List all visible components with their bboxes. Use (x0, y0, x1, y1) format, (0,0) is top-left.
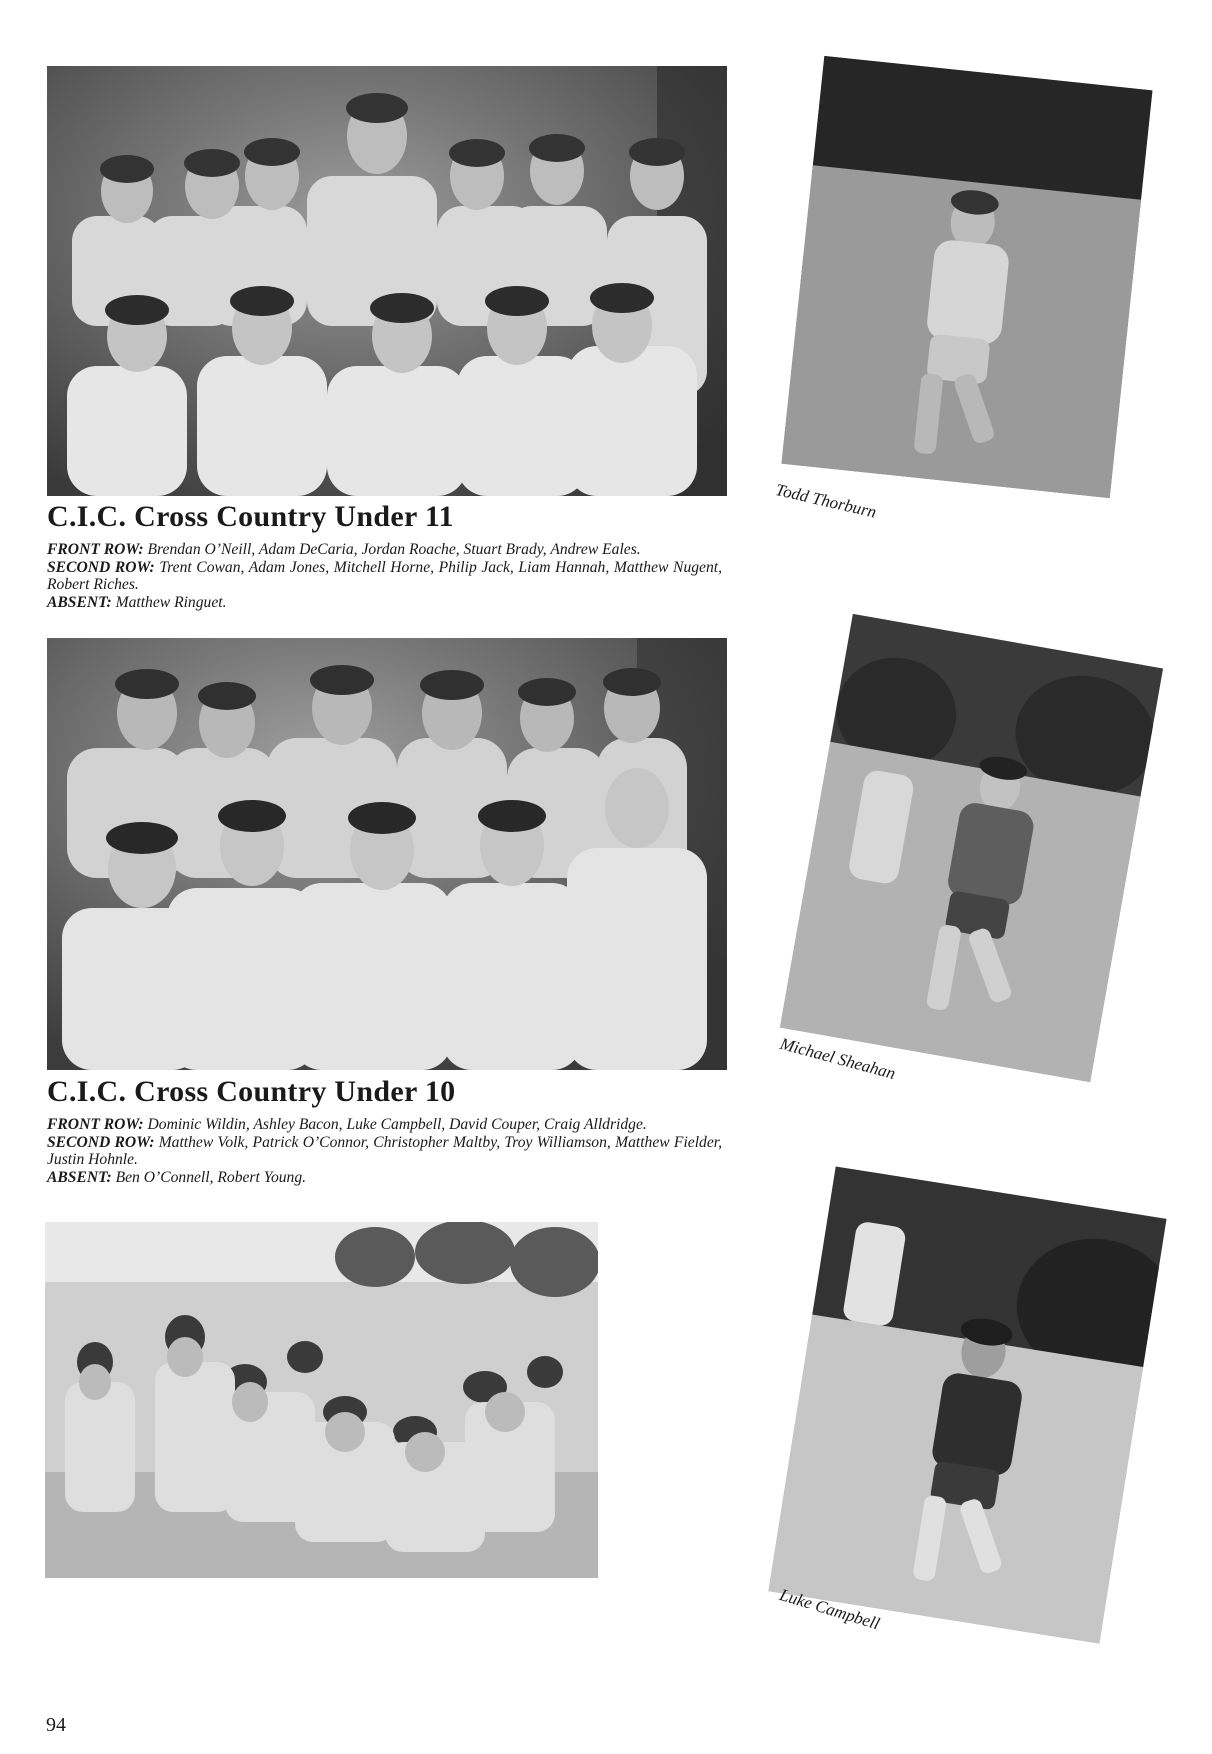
under-10-roll-call (47, 1116, 722, 1186)
absent-names: Ben O’Connell, Robert Young. (115, 1168, 307, 1186)
front-row-names: Dominic Wildin, Ashley Bacon, Luke Campbell, David Couper, Craig Alldridge. (147, 1116, 647, 1133)
snapshot-2 (800, 630, 1170, 1070)
snapshot-3 (780, 1180, 1180, 1635)
under-10-team-photo (47, 638, 727, 1070)
under-11-roll-call (47, 541, 722, 611)
under-11-heading: C.I.C. Cross Country Under 11 (47, 500, 454, 533)
front-row-label: FRONT ROW: (47, 1116, 144, 1133)
snapshot-1 (790, 62, 1175, 492)
second-row-names: Matthew Volk, Patrick O’Connor, Christopher Maltby, Troy Williamson, Matthew Fielder, Justin Hohnle. (47, 1133, 722, 1168)
under-11-team-photo (47, 66, 727, 496)
second-row-names: Trent Cowan, Adam Jones, Mitchell Horne, Philip Jack, Liam Hannah, Matthew Nugent, Robert Riches. (47, 558, 722, 593)
second-row-label: SECOND ROW: (47, 1133, 155, 1151)
second-row-label: SECOND ROW: (47, 558, 155, 576)
absent-names: Matthew Ringuet. (115, 593, 227, 611)
page-number: 94 (46, 1714, 66, 1736)
snapshot-2-caption: Michael Sheahan (778, 1034, 898, 1084)
snapshot-3-caption: Luke Campbell (777, 1585, 882, 1634)
snapshot-1-caption: Todd Thorburn (773, 480, 879, 522)
absent-label: ABSENT: (47, 1168, 112, 1186)
front-row-names: Brendan O’Neill, Adam DeCaria, Jordan Roache, Stuart Brady, Andrew Eales. (147, 541, 641, 558)
absent-label: ABSENT: (47, 593, 112, 611)
race-start-photo (45, 1222, 598, 1578)
under-10-heading: C.I.C. Cross Country Under 10 (47, 1075, 456, 1108)
front-row-label: FRONT ROW: (47, 541, 144, 558)
